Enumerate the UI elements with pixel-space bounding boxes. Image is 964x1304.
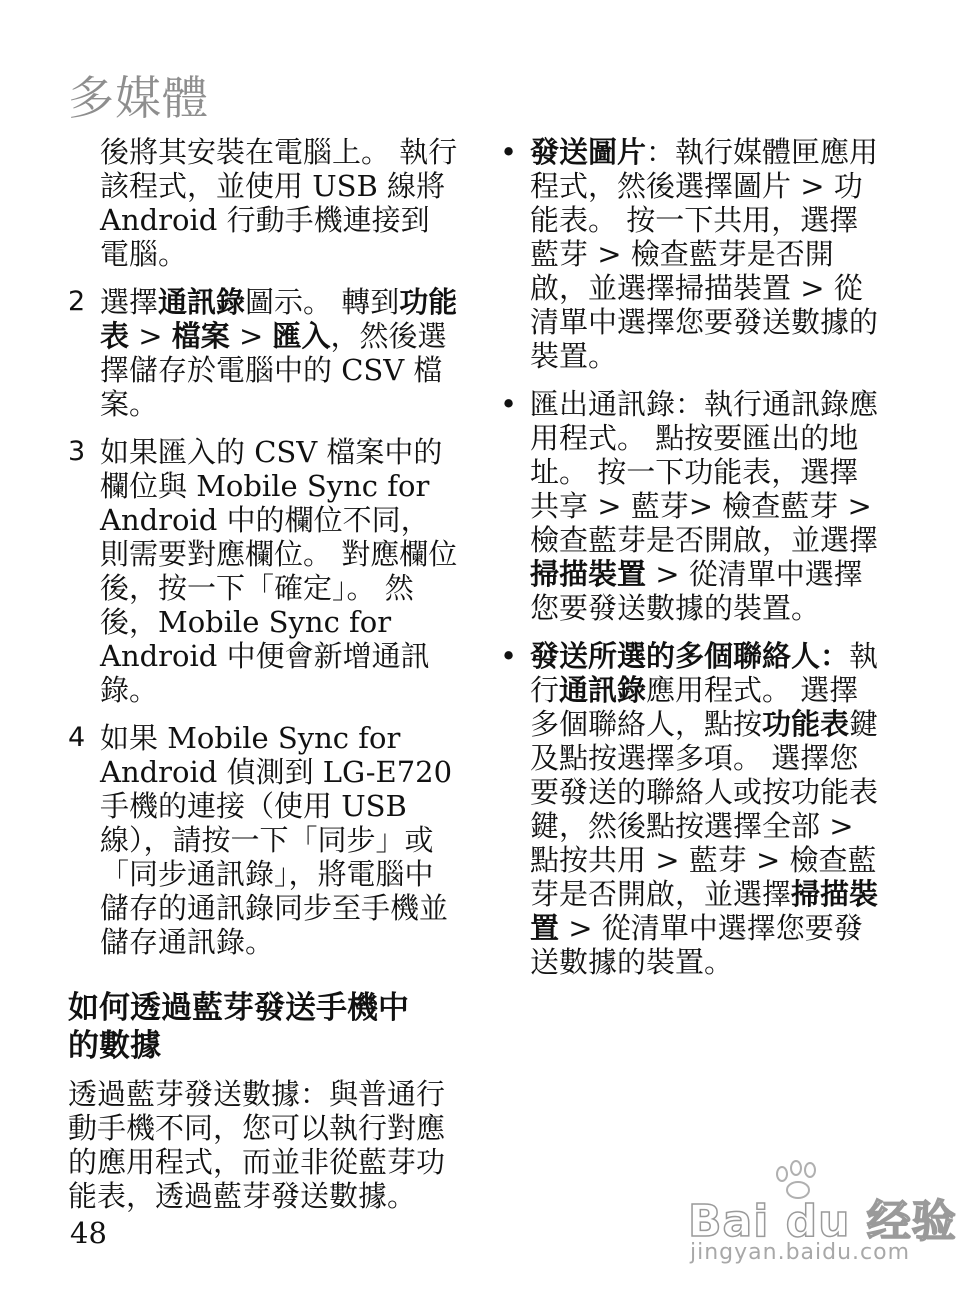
page-number: 48 (70, 1216, 107, 1250)
bullet-export-contacts: • 匯出通訊錄：執行通訊錄應用程式。 點按要匯出的地址。 按一下功能表，選擇共享 > 藍芽> 檢查藍芽 > 檢查藍芽是否開啟，並選擇掃描裝置 > 從清單中選擇您要發送數據的裝置。 (500, 387, 879, 625)
watermark-url: jingyan.baidu.com (690, 1240, 911, 1265)
bluetooth-heading: 如何透過藍芽發送手機中的數據 (68, 990, 409, 1064)
bullet-dot: • (500, 387, 518, 421)
step-number: 3 (68, 436, 86, 467)
step-number: 4 (68, 722, 86, 753)
step-4 (68, 721, 458, 959)
step-number: 2 (68, 286, 86, 317)
file-label: 檔案 (171, 319, 230, 353)
section-title: 多媒體 (68, 71, 209, 125)
menu-label: 功能表 (100, 285, 458, 353)
right-column (500, 135, 880, 993)
bluetooth-intro: 透過藍芽發送數據：與普通行動手機不同，您可以執行對應的應用程式，而並非從藍芽功能表，透過藍芽發送數據。 (68, 1077, 446, 1213)
bullet-send-pictures: • 發送圖片：執行媒體匣應用程式，然後選擇圖片 > 功能表。 按一下共用，選擇藍芽 > 檢查藍芽是否開啟，並選擇掃描裝置 > 從清單中選擇您要發送數據的裝置。 (500, 135, 879, 373)
step-text: 如果 Mobile Sync for Android 偵測到 LG-E720 手機的連接（使用 USB 線），請按一下「同步」或「同步通訊錄」，將電腦中儲存的通訊錄同步至手機並儲存通訊錄。 (100, 721, 453, 959)
step-3 (68, 435, 458, 707)
bullet-send-multiple-contacts: • 發送所選的多個聯絡人：執行通訊錄應用程式。 選擇多個聯絡人，點按功能表鍵及點按選擇多項。 選擇您要發送的聯絡人或按功能表鍵，然後點按選擇全部 > 點按共用 > 藍芽 > 檢查藍芽是否開啟，並選擇掃描裝置 > 從清單中選擇您要發送數據的裝置。 (500, 639, 879, 979)
step-text: 如果匯入的 CSV 檔案中的欄位與 Mobile Sync for Android 中的欄位不同，則需要對應欄位。 對應欄位後，按一下「確定」。 然後，Mobile Sync for Android 中便會新增通訊錄。 (100, 435, 458, 707)
step-1-continued: 後將其安裝在電腦上。 執行該程式，並使用 USB 線將 Android 行動手機連接到電腦。 (100, 135, 458, 271)
import-label: 匯入 (272, 319, 331, 353)
left-column (68, 135, 458, 1227)
contacts-label: 通訊錄 (158, 285, 246, 319)
step-2: 2 選擇通訊錄圖示。 轉到功能表 > 檔案 > 匯入，然後選擇儲存於電腦中的 CSV 檔案。 (68, 285, 458, 421)
watermark-logo: Bai du 经验 (688, 1196, 957, 1247)
bullet-dot: • (500, 135, 518, 169)
bullet-dot: • (500, 639, 518, 673)
